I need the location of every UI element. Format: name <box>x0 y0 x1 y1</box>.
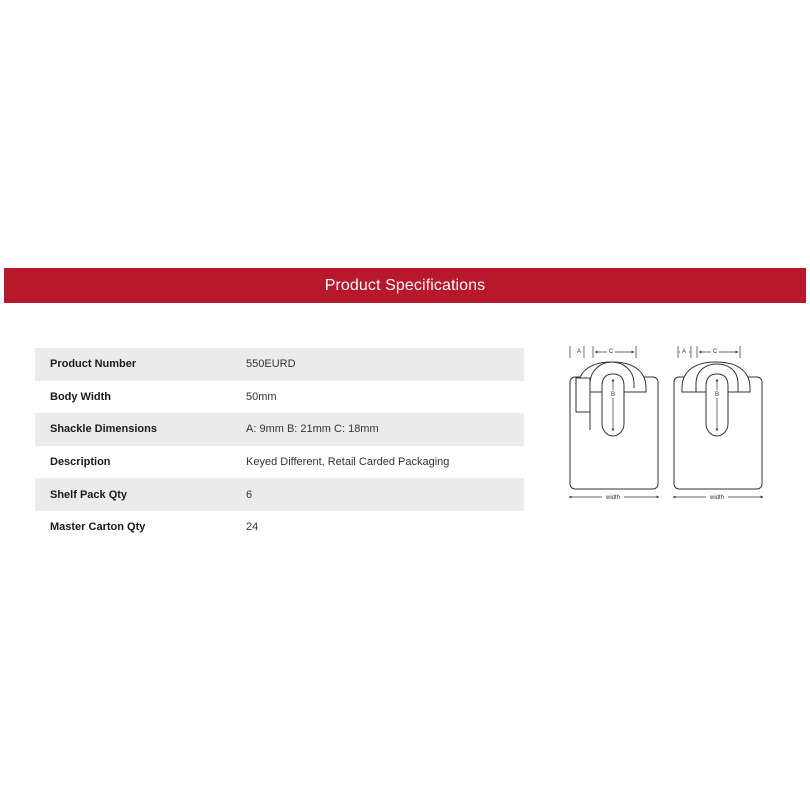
spec-row-body-width <box>35 381 524 414</box>
spec-value: 50mm <box>246 390 277 403</box>
dim-label-width: width <box>709 495 725 501</box>
dim-label-b: B <box>610 392 616 398</box>
spec-label: Body Width <box>50 390 111 403</box>
spec-row-master-carton-qty <box>35 511 524 544</box>
spec-row-shelf-pack-qty <box>35 478 524 511</box>
spec-label: Master Carton Qty <box>50 521 146 534</box>
spec-label: Product Number <box>50 358 137 371</box>
spec-row-description <box>35 446 524 479</box>
dim-label-b: B <box>714 392 720 398</box>
spec-value: 24 <box>246 521 259 534</box>
dim-label-a: A <box>681 349 687 355</box>
spec-table <box>35 348 524 544</box>
spec-value: A: 9mm B: 21mm C: 18mm <box>246 423 379 436</box>
padlock-right-icon <box>674 362 762 489</box>
dim-label-c: C <box>712 349 718 355</box>
spec-label: Shelf Pack Qty <box>50 488 128 501</box>
specifications-banner <box>4 268 806 303</box>
spec-row-shackle-dimensions <box>35 413 524 446</box>
spec-value: 550EURD <box>246 358 296 371</box>
dim-label-a: A <box>576 349 582 355</box>
spec-value: Keyed Different, Retail Carded Packaging <box>246 456 450 469</box>
spec-label: Shackle Dimensions <box>50 423 157 436</box>
dim-label-width: width <box>605 495 621 501</box>
padlock-left-icon <box>570 362 658 489</box>
padlock-diagram-svg <box>560 340 772 508</box>
banner-title: Product Specifications <box>324 276 486 294</box>
padlock-dimension-diagram <box>560 340 772 508</box>
spec-row-product-number <box>35 348 524 381</box>
spec-value: 6 <box>246 488 253 501</box>
spec-label: Description <box>50 456 111 469</box>
dim-label-c: C <box>608 349 614 355</box>
